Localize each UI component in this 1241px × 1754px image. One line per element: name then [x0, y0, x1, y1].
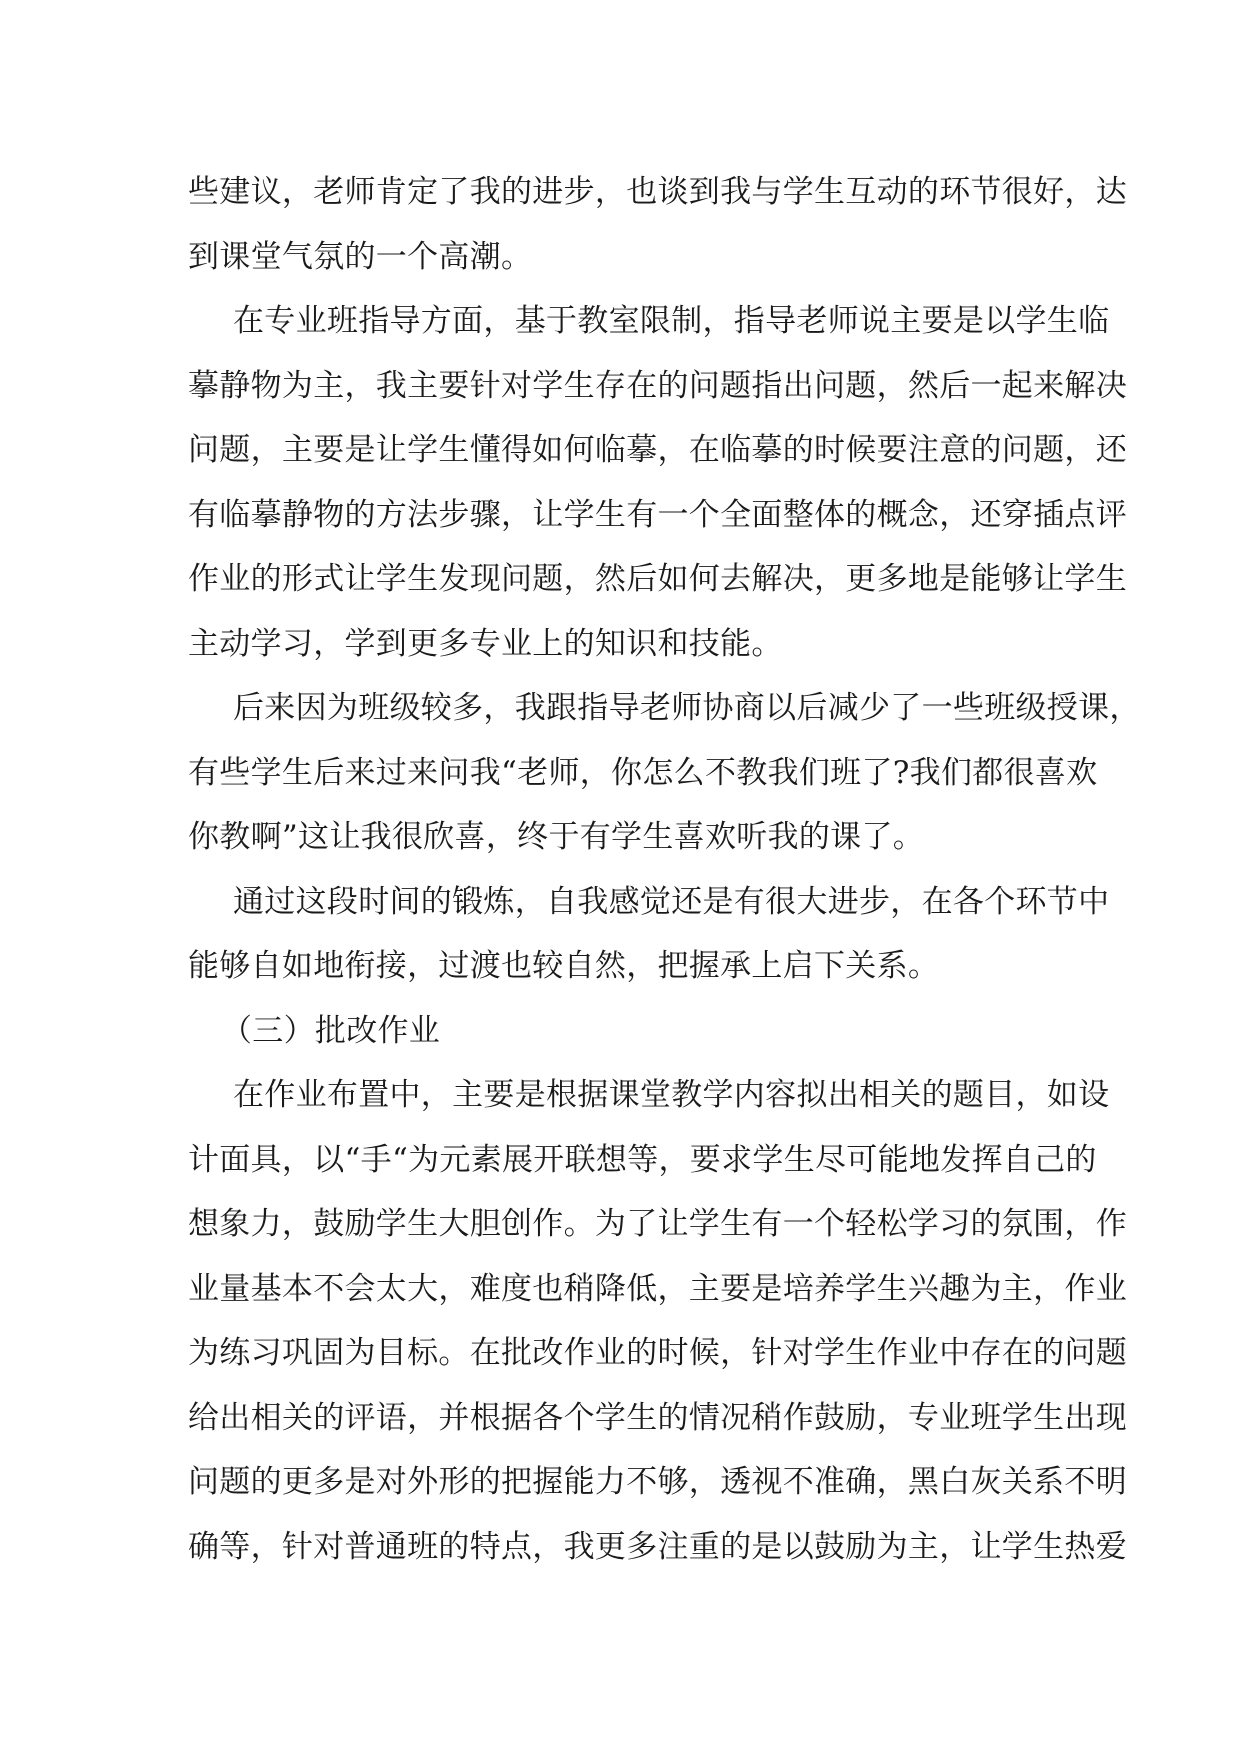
text-line: 确等，针对普通班的特点，我更多注重的是以鼓励为主，让学生热爱	[188, 1528, 1127, 1565]
text-line: 问题，主要是让学生懂得如何临摹，在临摹的时候要注意的问题，还	[188, 432, 1127, 468]
text-line: 你教啊”这让我很欣喜，终于有学生喜欢听我的课了。	[188, 819, 925, 855]
text-line: 想象力，鼓励学生大胆创作。为了让学生有一个轻松学习的氛围，作	[188, 1206, 1127, 1242]
paragraph-first-line: 后来因为班级较多，我跟指导老师协商以后减少了一些班级授课，	[233, 690, 1141, 726]
text-line: 作业的形式让学生发现问题，然后如何去解决，更多地是能够让学生	[188, 561, 1127, 597]
text-line: 问题的更多是对外形的把握能力不够，透视不准确，黑白灰关系不明	[188, 1464, 1127, 1500]
paragraph-first-line: 在专业班指导方面，基于教室限制，指导老师说主要是以学生临	[233, 303, 1110, 339]
text-line: 业量基本不会太大，难度也稍降低，主要是培养学生兴趣为主，作业	[188, 1270, 1127, 1307]
text-line: 些建议，老师肯定了我的进步，也谈到我与学生互动的环节很好，达	[188, 174, 1127, 210]
paragraph-first-line: 在作业布置中，主要是根据课堂教学内容拟出相关的题目，如设	[233, 1077, 1110, 1113]
section-heading: （三）批改作业	[221, 1012, 441, 1049]
text-line: 主动学习，学到更多专业上的知识和技能。	[188, 625, 783, 662]
text-line: 能够自如地衔接，过渡也较自然，把握承上启下关系。	[188, 948, 940, 984]
text-line: 有临摹静物的方法步骤，让学生有一个全面整体的概念，还穿插点评	[188, 496, 1127, 533]
text-line: 摹静物为主，我主要针对学生存在的问题指出问题，然后一起来解决	[188, 367, 1127, 404]
text-line: 到课堂气氛的一个高潮。	[188, 238, 533, 275]
text-line: 有些学生后来过来问我“老师，你怎么不教我们班了?我们都很喜欢	[188, 754, 1098, 791]
paragraph-first-line: 通过这段时间的锻炼，自我感觉还是有很大进步，在各个环节中	[233, 883, 1110, 920]
text-line: 给出相关的评语，并根据各个学生的情况稍作鼓励，专业班学生出现	[188, 1399, 1127, 1436]
text-line: 计面具，以“手“为元素展开联想等，要求学生尽可能地发挥自己的	[188, 1141, 1097, 1178]
document-body	[188, 160, 1141, 1579]
text-line: 为练习巩固为目标。在批改作业的时候，针对学生作业中存在的问题	[188, 1335, 1127, 1371]
